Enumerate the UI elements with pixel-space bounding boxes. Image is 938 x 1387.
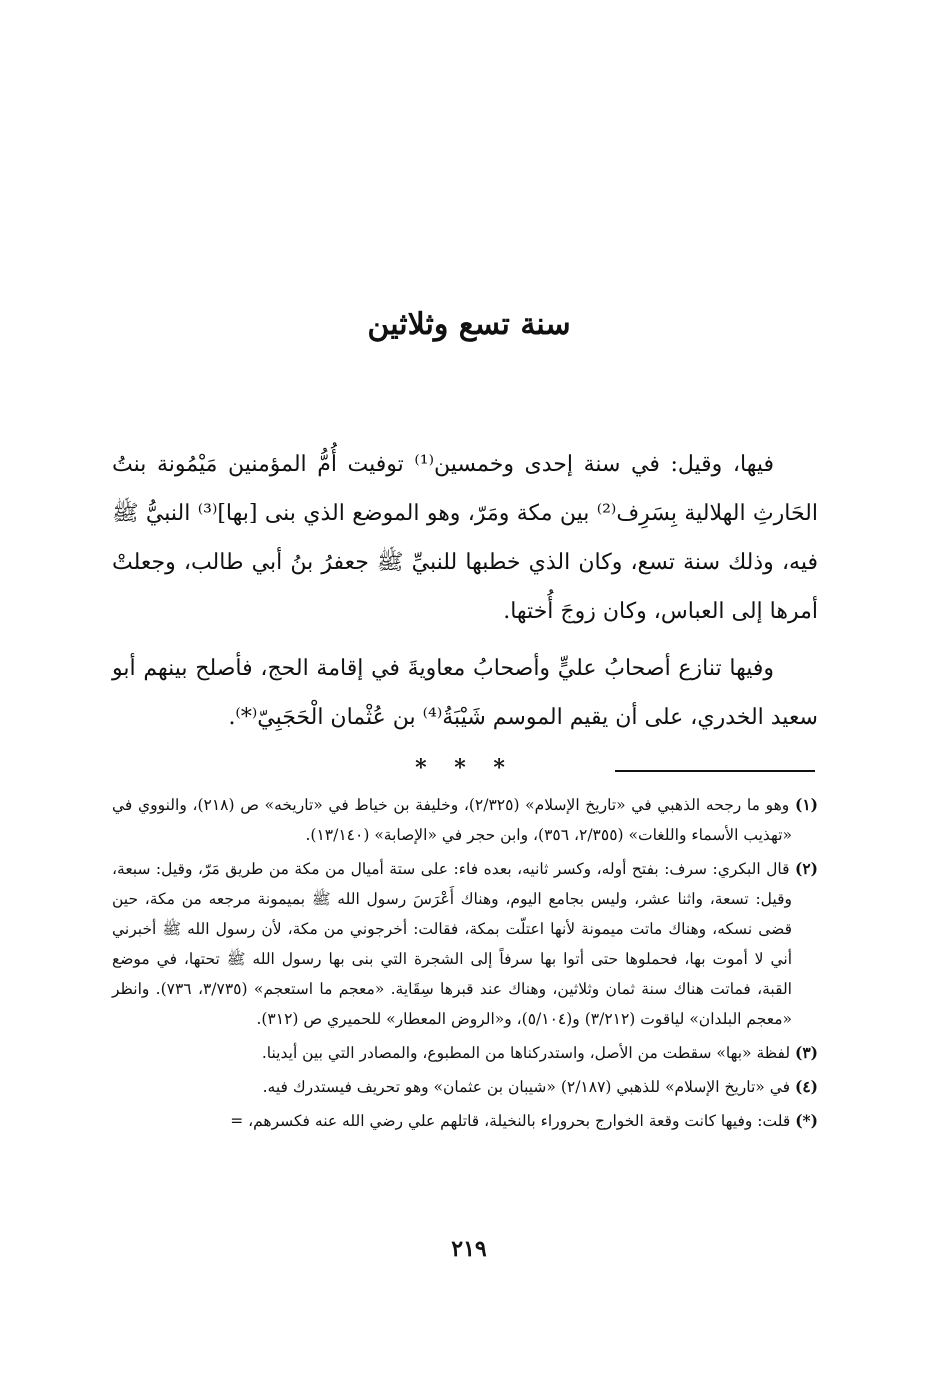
footnote-number: (٤) [794, 1077, 818, 1096]
footnotes [112, 790, 818, 1140]
footnote-text: وهو ما رجحه الذهبي في «تاريخ الإسلام» (٢/٣٢٥)، وخليفة بن خياط في «تاريخه» ص (٢١٨)، والنووي في «تهذيب الأسماء واللغات» (٢/٣٥٥، ٣٥٦)، وابن حجر في «الإصابة» (١٣/١٤٠). [112, 796, 792, 844]
footnote-number: (١) [794, 795, 818, 814]
footnote [112, 790, 818, 850]
footnote [112, 1072, 818, 1102]
footnote [112, 1038, 818, 1068]
chapter-title: سنة تسع وثلاثين [367, 307, 571, 342]
footnote-text: لفظة «بها» سقطت من الأصل، واستدركناها من المطبوع، والمصادر التي بين أيدينا. [261, 1044, 791, 1062]
main-paragraph: فيها، وقيل: في سنة إحدى وخمسين⁽¹⁾ توفيت أُمُّ المؤمنين مَيْمُونة بنتُ الحَارثِ الهلالية بِسَرِف⁽²⁾ بين مكة ومَرّ، وهو الموضع الذي بنى [بها]⁽³⁾ النبيُّ ﷺ فيه، وذلك سنة تسع، وكان الذي خطبها للنبيِّ ﷺ جعفرُ بنُ أبي طالب، وجعلتْ أمرها إلى العباس، وكان زوجَ أُختها. [112, 452, 818, 624]
footnote-text: قلت: وفيها كانت وقعة الخوارج بحروراء بالنخيلة، قاتلهم علي رضي الله عنه فكسرهم، = [230, 1112, 791, 1130]
footnote-number: (*) [795, 1111, 818, 1130]
footnote-text: في «تاريخ الإسلام» للذهبي (٢/١٨٧) «شيبان بن عثمان» وهو تحريف فيستدرك فيه. [262, 1078, 791, 1096]
footnote [112, 854, 818, 1034]
footnote-number: (٢) [794, 859, 818, 878]
footnote-text: قال البكري: سرف: بفتح أوله، وكسر ثانيه، بعده فاء: على ستة أميال من مكة من طريق مَرّ، وقيل: سبعة، وقيل: تسعة، واثنا عشر، وليس بجامع اليوم، وهناك أَعْرَسَ رسول الله ﷺ بميمونة مرجعه من مكة، حين قضى نسكه، وهناك ماتت ميمونة لأنها اعتلّت بمكة، فقالت: أخرجوني من مكة، لأن رسول الله ﷺ أخبرني أني لا أموت بها، فحملوها حتى أتوا بها سرفاً إلى الشجرة التي بنى بها رسول الله ﷺ تحتها، في موضع القبة، فماتت هناك سنة ثمان وثلاثين، وهناك عند قبرها سِقَاية. «معجم ما استعجم» (٣/٧٣٥، ٧٣٦). وانظر «معجم البلدان» لياقوت (٣/٢١٢) و(٥/١٠٤)، و«الروض المعطار» للحميري ص (٣١٢). [112, 860, 792, 1028]
page-number: ٢١٩ [451, 1236, 487, 1262]
main-paragraph: وفيها تنازع أصحابُ عليٍّ وأصحابُ معاويةَ في إقامة الحج، فأصلح بينهم أبو سعيد الخدري، على أن يقيم الموسم شَيْبَةُ⁽⁴⁾ بن عُثْمان الْحَجَبِيّ⁽*⁾. [112, 656, 818, 730]
footnote-divider [615, 770, 815, 772]
footnote-number: (٣) [794, 1043, 818, 1062]
section-separator: * * * [415, 755, 515, 781]
footnote [112, 1106, 818, 1136]
main-text [112, 440, 818, 786]
